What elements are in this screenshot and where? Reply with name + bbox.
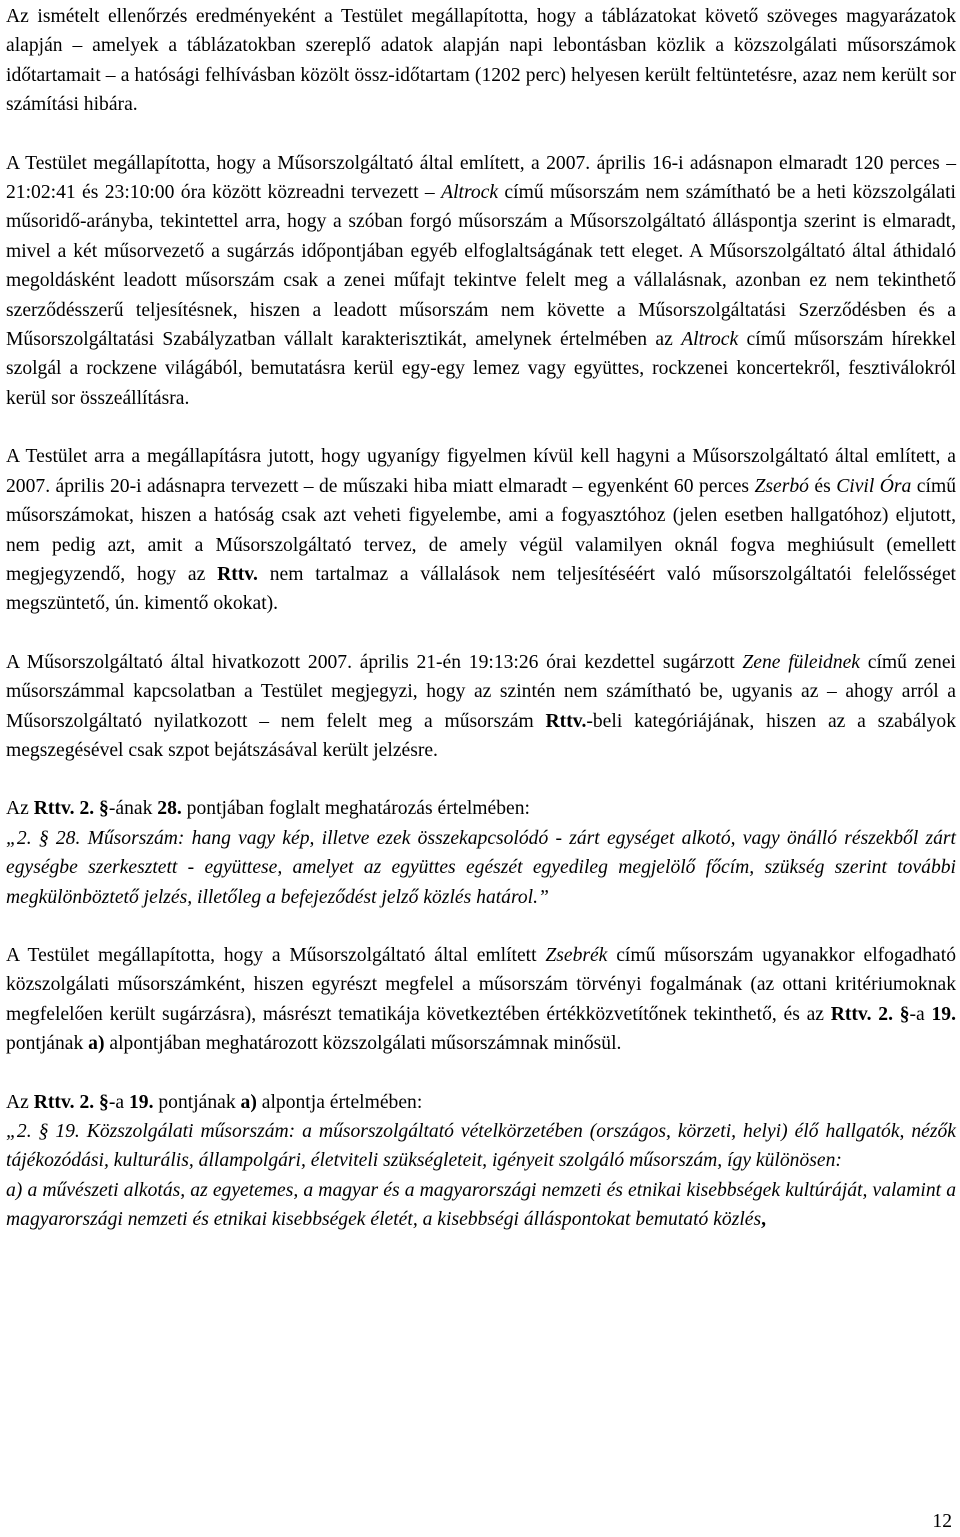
text-run: A Testület megállapította, hogy a Műsorszolgáltató által említett, a 2007. április 16-i adásnapon elmaradt 120 perces – 21:02:41 és 23:10:00 óra között közreadni tervezett – [6, 152, 956, 204]
text-run: és [808, 475, 837, 497]
text-run: Altrock [681, 329, 739, 351]
text-run: a) [88, 1033, 105, 1055]
paragraph-3 [6, 442, 956, 618]
text-run: -a [108, 1091, 129, 1113]
text-run: című műsorszám ugyanakkor elfogadható közszolgálati műsorszámként, hiszen egyrészt megfelel a műsorszám törvényi fogalmának (az ottani kritériumoknak megfelelően került sugárzásra), másrészt tematikája következtében értékközvetítőnek tekinthető, és az [6, 944, 956, 1025]
text-run: -a [909, 1003, 932, 1025]
quote-2-19-a [6, 1176, 956, 1235]
text-run: alpontjában meghatározott közszolgálati műsorszámnak minősül. [104, 1033, 622, 1055]
text-run: Az [6, 798, 34, 820]
paragraph-7 [6, 941, 956, 1059]
quote-2-28 [6, 824, 956, 912]
paragraph-8 [6, 1088, 956, 1117]
text-run: pontjának [6, 1033, 89, 1055]
text-run: Az [6, 1091, 34, 1113]
text-run: „2. § 28. Műsorszám: hang vagy kép, illetve ezek összekapcsolódó - zárt egységet alkotó, vagy önálló részekből zárt egységbe szerkesztett - együttese, amelyet az együttes egészét egyedileg megjelölő főcím, szükség szerint további megkülönböztető jelzés, illetőleg a befejeződést jelző közlés határol.” [6, 827, 956, 908]
text-run: Rttv. [217, 563, 258, 585]
text-run: , [761, 1209, 767, 1231]
paragraph-5 [6, 794, 956, 823]
text-run: -beli kategóriájának, hiszen az a szabályok megszegésével csak szpot bejátszásával került jelzésre. [6, 710, 956, 761]
text-run: a) a művészeti alkotás, az egyetemes, a magyar és a magyarországi nemzeti és etnikai kisebbségek kultúráját, valamint a magyarországi nemzeti és etnikai kisebbségek életét, a kisebbségi álláspontokat bemutató közlés [6, 1179, 956, 1231]
text-run: 19. [931, 1003, 956, 1025]
text-run: Rttv. [545, 710, 587, 732]
text-run: pontjában foglalt meghatározás értelmében: [181, 798, 530, 820]
text-run: Az ismételt ellenőrzés eredményeként a Testület megállapította, hogy a táblázatokat követő szöveges magyarázatok alapján – amelyek a táblázatokban szereplő adatok alapján napi lebontásban közlik a közszolgálati műsorszámok időtartamait – a hatósági felhívásban közölt össz-időtartam (1202 perc) helyesen került feltüntetésre, azaz nem került sor számítási hibára. [6, 6, 956, 116]
text-run: A Testület arra a megállapításra jutott, hogy ugyanígy figyelmen kívül kell hagyni a Műsorszolgáltató által említett, a 2007. április 20-i adásnapra tervezett – de műszaki hiba miatt elmaradt – egyenként 60 perces [6, 446, 956, 497]
quote-2-19 [6, 1117, 956, 1176]
text-run: című műsorszám nem számítható be a heti közszolgálati műsoridő-arányba, tekintettel arra, hogy a szóban forgó műsorszám a Műsorszolgáltató álláspontja szerint is elmaradt, mivel a két műsorvezető a sugárzás időpontjában egyéb elfoglaltságának tett eleget. A Műsorszolgáltató által áthidaló megoldásként leadott műsorszám csak a zenei műfajt tekintve felelt meg a vállalásnak, azonban ez nem tekinthető szerződésszerű teljesítésnek, hiszen a leadott műsorszám nem követte a Műsorszolgáltatási Szerződésben és a Műsorszolgáltatási Szabályzatban vállalt karakterisztikát, amelynek értelmében az [6, 182, 957, 351]
text-run: 19. [128, 1091, 154, 1113]
text-run: „2. § 19. Közszolgálati műsorszám: a műsorszolgáltató vételkörzetében (országos, körzeti, helyi) élő hallgatók, nézők tájékozódási, kulturális, állampolgári, életviteli szükségleteit, igényeit szolgáló műsorszám, így különösen: [6, 1121, 956, 1172]
text-run: Zsebrék [545, 944, 608, 966]
paragraph-4 [6, 648, 956, 766]
text-run: című műsorszámokat, hiszen a hatóság csak azt veheti figyelembe, ami a fogyasztóhoz (jelen esetben hallgatóhoz) eljutott, nem pedig azt, amit a Műsorszolgáltató tervez, de amely végül valamilyen oknál fogva meghiúsult (emellett megjegyzendő, hogy az [6, 475, 956, 585]
page-number: 12 [932, 1511, 952, 1532]
text-run: Rttv. 2. § [33, 798, 109, 820]
text-run: 28. [157, 798, 182, 820]
text-run: Rttv. 2. § [830, 1003, 910, 1025]
paragraph-1 [6, 2, 956, 120]
text-run: nem tartalmaz a vállalások nem teljesítéséért való műsorszolgáltatói felelősséget megszüntető, ún. kimentő okokat). [6, 563, 956, 615]
document-page [6, 2, 956, 1235]
text-run: Altrock [441, 182, 499, 204]
text-run: pontjának [153, 1091, 241, 1113]
text-run: című műsorszám hírekkel szolgál a rockzene világából, bemutatásra kerül egy-egy lemez vagy együttes, rockzenei koncertekről, fesztiválokról kerül sor összeállításra. [6, 329, 956, 409]
text-run: Zene füleidnek [742, 651, 861, 673]
text-run: című zenei műsorszámmal kapcsolatban a Testület megjegyzi, hogy az szintén nem számítható be, ugyanis az – ahogy arról a Műsorszolgáltató nyilatkozott – nem felelt meg a műsorszám [6, 651, 956, 732]
text-run: Rttv. 2. § [33, 1091, 109, 1113]
text-run: A Testület megállapította, hogy a Műsorszolgáltató által említett [6, 944, 546, 966]
text-run: Zserbó [754, 475, 809, 497]
paragraph-2 [6, 149, 956, 414]
text-run: A Műsorszolgáltató által hivatkozott 2007. április 21-én 19:13:26 órai kezdettel sugárzott [6, 651, 743, 673]
text-run: Civil Óra [836, 475, 912, 497]
text-run: -ának [108, 798, 158, 820]
text-run: alpontja értelmében: [256, 1091, 423, 1113]
text-run: a) [240, 1091, 257, 1113]
